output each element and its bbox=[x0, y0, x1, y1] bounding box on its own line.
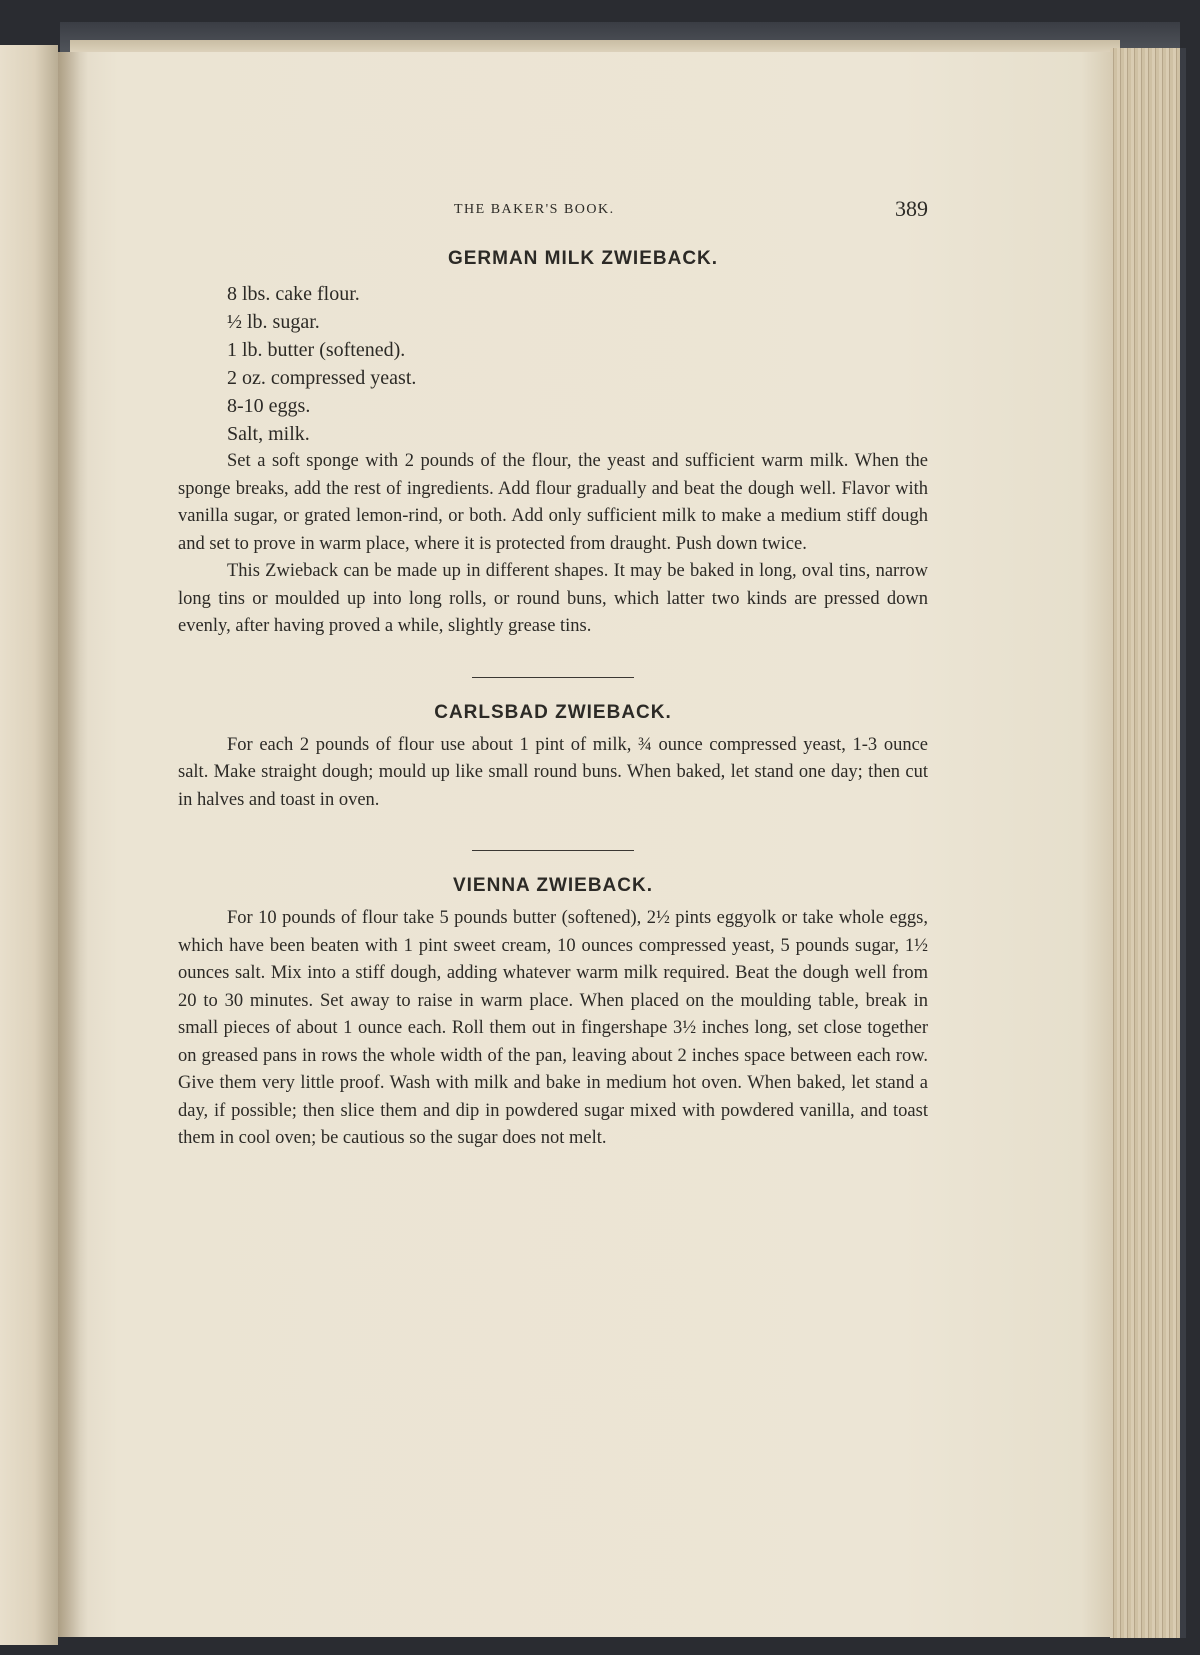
recipe-heading: GERMAN MILK ZWIEBACK. bbox=[447, 248, 719, 269]
ingredient-item: Salt, milk. bbox=[227, 423, 310, 445]
ingredient-item: 8 lbs. cake flour. bbox=[227, 283, 360, 305]
section-divider bbox=[472, 677, 634, 678]
running-head bbox=[178, 196, 928, 236]
recipe-paragraph: Set a soft sponge with 2 pounds of the flour, the yeast and sufficient warm milk. When the sponge breaks, add the rest of ingredients. Add flour gradually and beat the dough well. Flavor with vanilla sugar, or grated lemon-rind, or both. Add only sufficient milk to make a medium stiff dough and set to prove in warm place, where it is protected from draught. Push down twice. bbox=[178, 451, 928, 554]
recipe-vienna-zwieback bbox=[178, 875, 928, 1153]
recipe-paragraph: For 10 pounds of flour take 5 pounds butter (softened), 2½ pints eggyolk or take whole eggs, which have been beaten with 1 pint sweet cream, 10 ounces compressed yeast, 5 pounds sugar, 1½ ounces salt. Mix into a stiff dough, adding whatever warm milk required. Beat the dough well from 20 to 30 minutes. Set away to raise in warm place. When placed on the moulding table, break in small pieces of about 1 ounce each. Roll them out in fingershape 3½ inches long, set close together on greased pans in rows the whole width of the pan, leaving about 2 inches space between each row. Give them very little proof. Wash with milk and bake in medium hot oven. When baked, let stand a day, if possible; then slice them and dip in powdered sugar mixed with powdered vanilla, and toast them in cool oven; be cautious so the sugar does not melt. bbox=[178, 908, 928, 1148]
left-page-edge bbox=[0, 45, 58, 1645]
recipe-paragraph: This Zwieback can be made up in different shapes. It may be baked in long, oval tins, narrow long tins or moulded up into long rolls, or round buns, which latter two kinds are pressed down evenly, after having proved a while, slightly grease tins. bbox=[178, 561, 928, 636]
ingredient-list bbox=[178, 280, 928, 448]
ingredient-item: 1 lb. butter (softened). bbox=[227, 339, 406, 361]
page-content bbox=[178, 196, 928, 1153]
recipe-heading: VIENNA ZWIEBACK. bbox=[452, 875, 654, 896]
page-edges-right bbox=[1110, 48, 1186, 1638]
recipe-german-milk-zwieback bbox=[178, 248, 928, 641]
ingredient-item: 8-10 eggs. bbox=[227, 395, 311, 417]
recipe-paragraph: For each 2 pounds of flour use about 1 pint of milk, ¾ ounce compressed yeast, 1-3 ounce salt. Make straight dough; mould up like small round buns. When baked, let stand one day; then cut in halves and toast in oven. bbox=[178, 734, 928, 810]
ingredient-item: 2 oz. compressed yeast. bbox=[227, 367, 417, 389]
ingredient-item: ½ lb. sugar. bbox=[227, 311, 320, 333]
section-divider bbox=[472, 850, 634, 851]
recipe-heading: CARLSBAD ZWIEBACK. bbox=[434, 701, 672, 723]
page-number: 389 bbox=[895, 196, 928, 221]
gutter-shadow bbox=[58, 52, 88, 1637]
running-title: THE BAKER'S BOOK. bbox=[454, 202, 615, 217]
recipe-carlsbad-zwieback bbox=[178, 702, 928, 815]
